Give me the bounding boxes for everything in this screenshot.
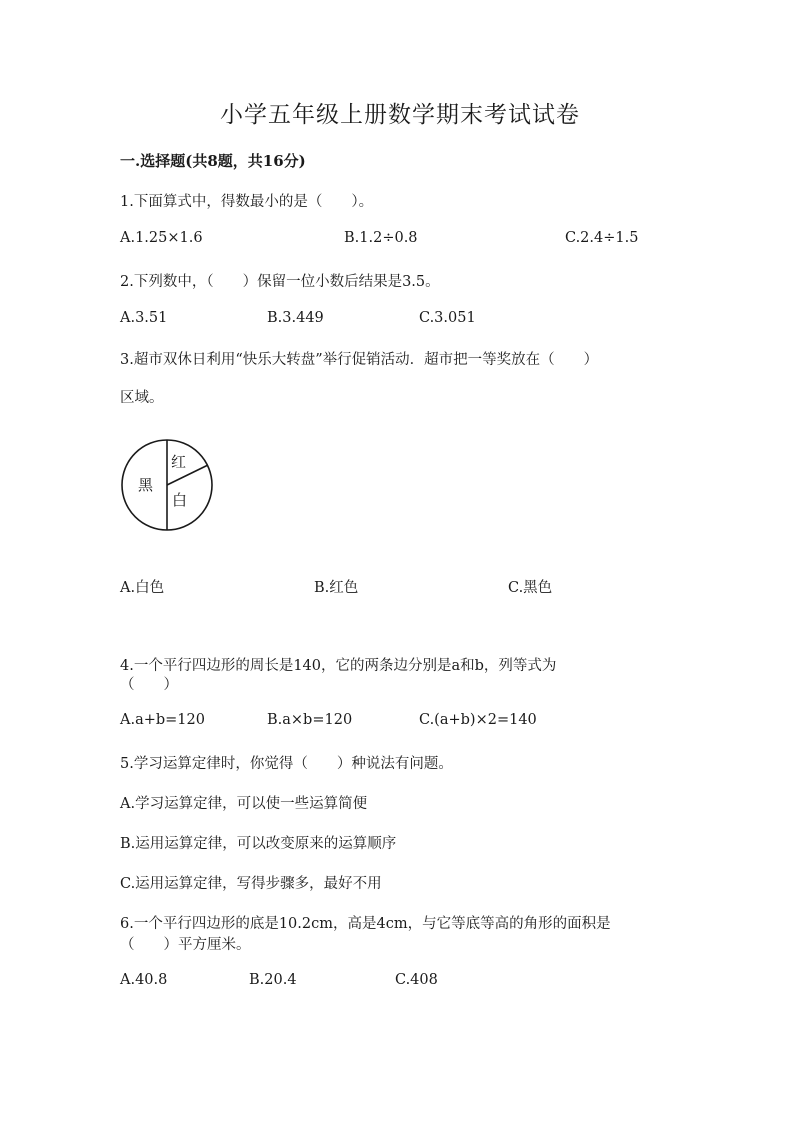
wheel-label-red: 红 (171, 453, 187, 471)
question-2-stem: 2.下列数中，（ ）保留一位小数后结果是3.5。 (120, 274, 440, 290)
question-1-option-b: B.1.2÷0.8 (344, 230, 418, 246)
question-6-option-c: C.408 (395, 972, 438, 988)
section-heading: 一.选择题(共8题，共16分) (120, 152, 306, 170)
question-3-option-b: B.红色 (314, 580, 359, 596)
question-4-option-b: B.a×b=120 (267, 712, 353, 728)
exam-title: 小学五年级上册数学期末考试试卷 (220, 102, 580, 128)
question-6-stem-line2: （ ）平方厘米。 (120, 937, 251, 953)
question-1-option-c: C.2.4÷1.5 (565, 230, 639, 246)
question-3-option-c: C.黑色 (508, 580, 553, 596)
question-6-stem-line1: 6.一个平行四边形的底是10.2cm，高是4cm，与它等底等高的角形的面积是 (120, 916, 611, 932)
question-3-stem-line2: 区域。 (120, 390, 164, 406)
question-2-option-b: B.3.449 (267, 310, 324, 326)
question-1-stem: 1.下面算式中，得数最小的是（ ）。 (120, 194, 374, 210)
wheel-label-white: 白 (172, 491, 188, 509)
question-2-option-a: A.3.51 (120, 310, 168, 326)
question-4-option-a: A.a+b=120 (120, 712, 205, 728)
question-4-stem-line2: （ ） (120, 677, 178, 693)
question-4-stem-line1: 4.一个平行四边形的周长是140，它的两条边分别是a和b，列等式为 (120, 658, 557, 674)
question-5-option-a: A.学习运算定律，可以使一些运算简便 (120, 796, 368, 812)
question-2-option-c: C.3.051 (419, 310, 476, 326)
question-4-option-c: C.(a+b)×2=140 (419, 712, 537, 728)
question-6-option-a: A.40.8 (120, 972, 168, 988)
question-3-stem-line1: 3.超市双休日利用“快乐大转盘”举行促销活动．超市把一等奖放在（ ） (120, 352, 599, 368)
wheel-label-black: 黑 (138, 476, 154, 494)
question-5-stem: 5.学习运算定律时，你觉得（ ）种说法有问题。 (120, 756, 453, 772)
question-5-option-c: C.运用运算定律，写得步骤多，最好不用 (120, 876, 382, 892)
prize-wheel-figure (120, 438, 214, 532)
question-1-option-a: A.1.25×1.6 (120, 230, 203, 246)
question-5-option-b: B.运用运算定律，可以改变原来的运算顺序 (120, 836, 397, 852)
question-6-option-b: B.20.4 (249, 972, 297, 988)
question-3-option-a: A.白色 (120, 580, 165, 596)
